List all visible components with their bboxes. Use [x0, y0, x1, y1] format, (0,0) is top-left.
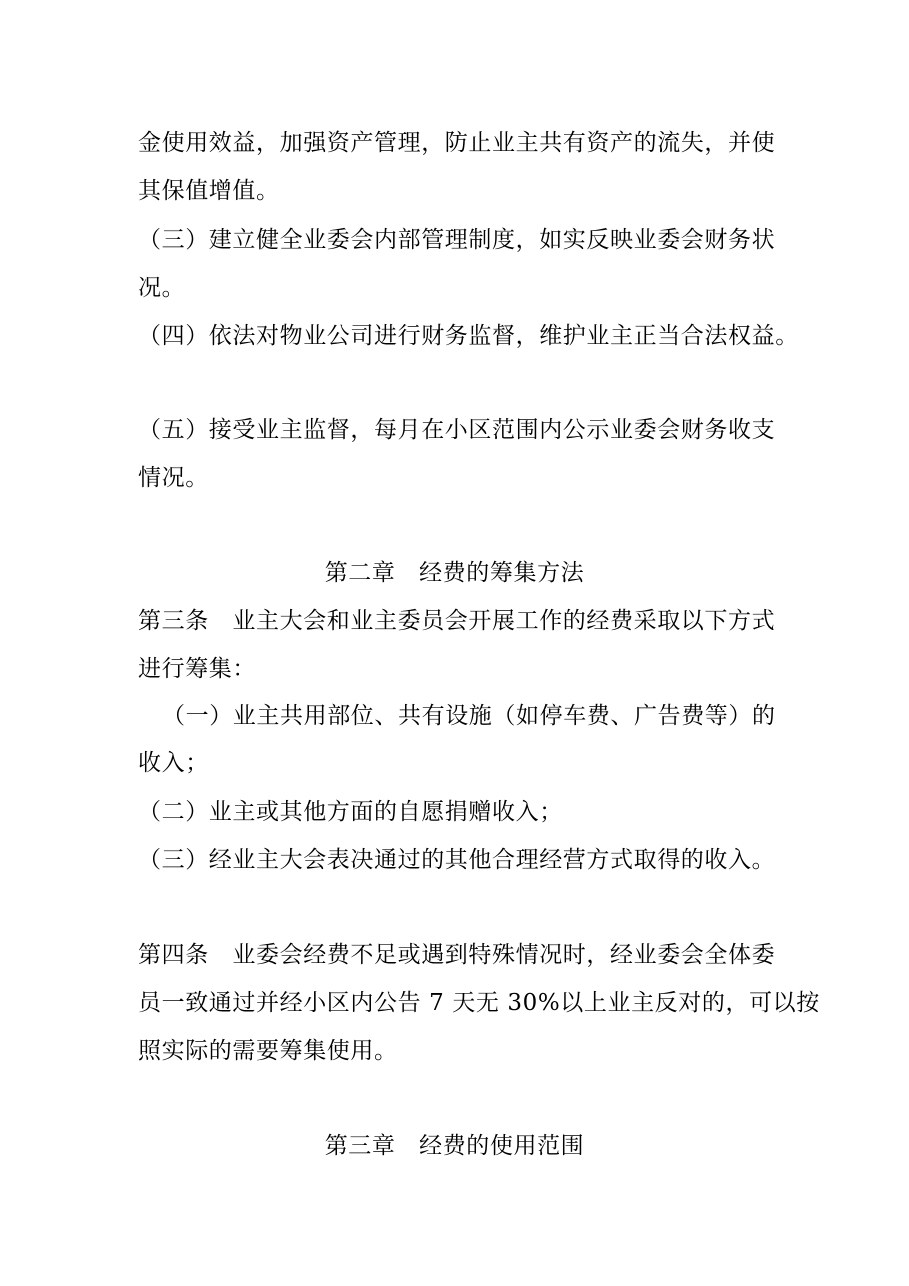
- paragraph-line: （三）建立健全业委会内部管理制度，如实反映业委会财务状: [138, 227, 776, 253]
- paragraph-line: （五）接受业主监督，每月在小区范围内公示业委会财务收支: [138, 417, 776, 443]
- paragraph-line: 况。: [138, 275, 186, 301]
- paragraph-line: 金使用效益，加强资产管理，防止业主共有资产的流失，并使: [138, 130, 776, 156]
- chapter-heading: 第二章 经费的筹集方法: [324, 560, 585, 586]
- article-line: 第三条 业主大会和业主委员会开展工作的经费采取以下方式: [138, 608, 776, 634]
- list-item: （二）业主或其他方面的自愿捐赠收入；: [138, 799, 563, 825]
- chapter-heading: 第三章 经费的使用范围: [324, 1133, 585, 1159]
- article-line: 员一致通过并经小区内公告 7 天无 30%以上业主反对的，可以按: [138, 990, 820, 1016]
- list-item: （三）经业主大会表决通过的其他合理经营方式取得的收入。: [138, 847, 776, 873]
- list-item: 收入；: [138, 750, 209, 776]
- list-item: （一）业主共用部位、共有设施（如停车费、广告费等）的: [162, 703, 776, 729]
- article-line: 第四条 业委会经费不足或遇到特殊情况时，经业委会全体委: [138, 942, 776, 968]
- paragraph-line: （四）依法对物业公司进行财务监督，维护业主正当合法权益。: [138, 323, 799, 349]
- article-line: 进行筹集：: [138, 656, 256, 682]
- article-line: 照实际的需要筹集使用。: [138, 1038, 398, 1064]
- paragraph-line: 情况。: [138, 465, 209, 491]
- paragraph-line: 其保值增值。: [138, 178, 280, 204]
